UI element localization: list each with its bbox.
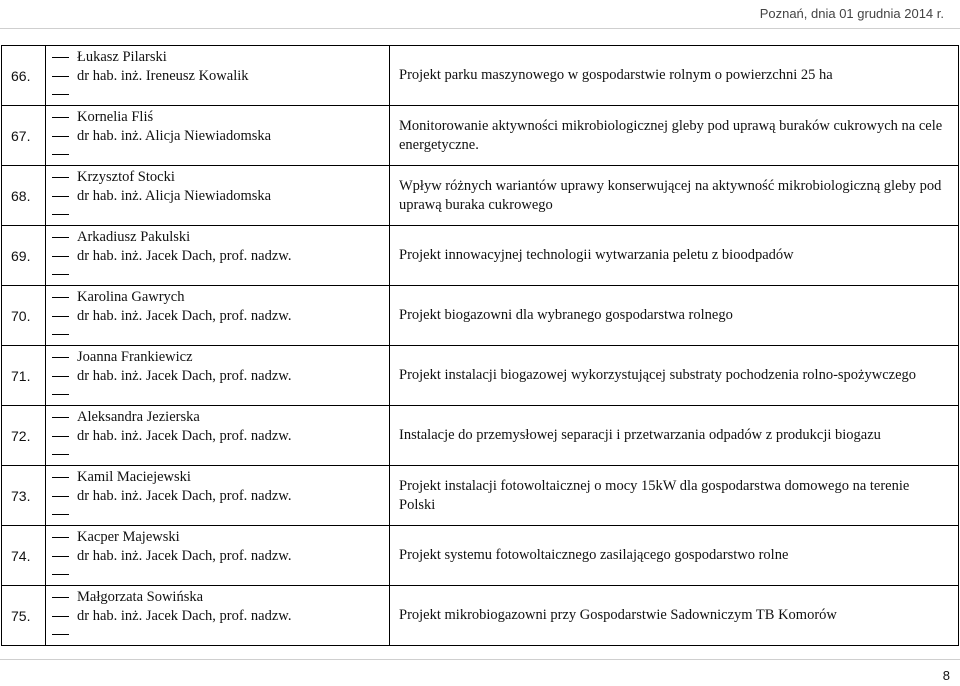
row-number: 68. [2, 166, 46, 226]
empty-bullet-line [52, 386, 383, 403]
supervisor-name: dr hab. inż. Alicja Niewiadomska [77, 187, 272, 204]
empty-bullet-line [52, 146, 383, 163]
header-date: Poznań, dnia 01 grudnia 2014 r. [759, 6, 944, 21]
supervisor-line [52, 427, 383, 446]
student-line [52, 529, 383, 548]
supervisor-line [52, 247, 383, 266]
bullet-dash [52, 196, 69, 197]
table-row [2, 346, 959, 406]
thesis-title: Wpływ różnych wariantów uprawy konserwującej na aktywność mikrobiologiczną gleby pod uprawą buraka cukrowego [390, 166, 959, 226]
student-line [52, 109, 383, 128]
people-cell [46, 106, 390, 166]
supervisor-line [52, 307, 383, 326]
row-number: 74. [2, 526, 46, 586]
supervisor-name: dr hab. inż. Jacek Dach, prof. nadzw. [77, 487, 292, 504]
supervisor-line [52, 547, 383, 566]
bullet-dash [52, 274, 69, 275]
row-number: 71. [2, 346, 46, 406]
bullet-dash [52, 556, 69, 557]
student-line [52, 349, 383, 368]
bullet-dash [52, 214, 69, 215]
bullet-dash [52, 177, 69, 178]
bullet-dash [52, 616, 69, 617]
student-name: Karolina Gawrych [77, 289, 185, 306]
table-row [2, 286, 959, 346]
thesis-title: Projekt instalacji fotowoltaicznej o mocy 15kW dla gospodarstwa domowego na terenie Polski [390, 466, 959, 526]
bullet-dash [52, 136, 69, 137]
table-row [2, 406, 959, 466]
bullet-dash [52, 334, 69, 335]
bullet-dash [52, 76, 69, 77]
bullet-dash [52, 454, 69, 455]
student-line [52, 229, 383, 248]
empty-bullet-line [52, 86, 383, 103]
student-name: Krzysztof Stocki [77, 169, 175, 186]
empty-bullet-line [52, 206, 383, 223]
bullet-dash [52, 117, 69, 118]
student-name: Łukasz Pilarski [77, 49, 167, 66]
table-row [2, 166, 959, 226]
bullet-dash [52, 394, 69, 395]
bullet-dash [52, 514, 69, 515]
table-row [2, 226, 959, 286]
thesis-title: Projekt mikrobiogazowni przy Gospodarstwie Sadowniczym TB Komorów [390, 586, 959, 646]
people-cell [46, 166, 390, 226]
supervisor-line [52, 67, 383, 86]
student-name: Kornelia Fliś [77, 109, 154, 126]
supervisor-line [52, 607, 383, 626]
bullet-dash [52, 417, 69, 418]
empty-bullet-line [52, 506, 383, 523]
footer-divider [0, 659, 960, 660]
empty-bullet-line [52, 446, 383, 463]
supervisor-line [52, 187, 383, 206]
bullet-dash [52, 57, 69, 58]
bullet-dash [52, 94, 69, 95]
student-line [52, 469, 383, 488]
header-divider [0, 28, 960, 29]
bullet-dash [52, 376, 69, 377]
student-name: Aleksandra Jezierska [77, 409, 200, 426]
bullet-dash [52, 237, 69, 238]
people-cell [46, 586, 390, 646]
page-number: 8 [942, 668, 950, 683]
thesis-title: Projekt parku maszynowego w gospodarstwie rolnym o powierzchni 25 ha [390, 46, 959, 106]
thesis-title: Projekt systemu fotowoltaicznego zasilającego gospodarstwo rolne [390, 526, 959, 586]
people-cell [46, 406, 390, 466]
bullet-dash [52, 574, 69, 575]
empty-bullet-line [52, 626, 383, 643]
thesis-title: Projekt innowacyjnej technologii wytwarzania peletu z bioodpadów [390, 226, 959, 286]
bullet-dash [52, 597, 69, 598]
student-name: Joanna Frankiewicz [77, 349, 193, 366]
table-row [2, 466, 959, 526]
supervisor-name: dr hab. inż. Jacek Dach, prof. nadzw. [77, 427, 292, 444]
people-cell [46, 286, 390, 346]
thesis-title: Projekt instalacji biogazowej wykorzystującej substraty pochodzenia rolno-spożywczego [390, 346, 959, 406]
student-line [52, 409, 383, 428]
row-number: 72. [2, 406, 46, 466]
thesis-title: Monitorowanie aktywności mikrobiologicznej gleby pod uprawą buraków cukrowych na cele energetyczne. [390, 106, 959, 166]
people-cell [46, 526, 390, 586]
supervisor-name: dr hab. inż. Alicja Niewiadomska [77, 127, 272, 144]
people-cell [46, 346, 390, 406]
student-line [52, 289, 383, 308]
thesis-title: Instalacje do przemysłowej separacji i przetwarzania odpadów z produkcji biogazu [390, 406, 959, 466]
bullet-dash [52, 316, 69, 317]
student-name: Arkadiusz Pakulski [77, 229, 191, 246]
row-number: 75. [2, 586, 46, 646]
supervisor-name: dr hab. inż. Ireneusz Kowalik [77, 67, 249, 84]
supervisor-name: dr hab. inż. Jacek Dach, prof. nadzw. [77, 367, 292, 384]
supervisor-line [52, 127, 383, 146]
table-row [2, 586, 959, 646]
student-line [52, 169, 383, 188]
bullet-dash [52, 357, 69, 358]
bullet-dash [52, 477, 69, 478]
table-row [2, 526, 959, 586]
bullet-dash [52, 154, 69, 155]
table-row [2, 106, 959, 166]
supervisor-name: dr hab. inż. Jacek Dach, prof. nadzw. [77, 247, 292, 264]
student-line [52, 49, 383, 68]
student-name: Małgorzata Sowińska [77, 589, 204, 606]
bullet-dash [52, 256, 69, 257]
bullet-dash [52, 297, 69, 298]
row-number: 67. [2, 106, 46, 166]
thesis-table-body [2, 46, 959, 646]
supervisor-name: dr hab. inż. Jacek Dach, prof. nadzw. [77, 547, 292, 564]
supervisor-name: dr hab. inż. Jacek Dach, prof. nadzw. [77, 607, 292, 624]
student-name: Kacper Majewski [77, 529, 180, 546]
supervisor-line [52, 487, 383, 506]
people-cell [46, 46, 390, 106]
row-number: 73. [2, 466, 46, 526]
thesis-table [1, 45, 959, 646]
supervisor-line [52, 367, 383, 386]
thesis-title: Projekt biogazowni dla wybranego gospodarstwa rolnego [390, 286, 959, 346]
bullet-dash [52, 537, 69, 538]
row-number: 70. [2, 286, 46, 346]
student-name: Kamil Maciejewski [77, 469, 191, 486]
supervisor-name: dr hab. inż. Jacek Dach, prof. nadzw. [77, 307, 292, 324]
table-row [2, 46, 959, 106]
bullet-dash [52, 634, 69, 635]
empty-bullet-line [52, 326, 383, 343]
people-cell [46, 226, 390, 286]
bullet-dash [52, 496, 69, 497]
people-cell [46, 466, 390, 526]
empty-bullet-line [52, 566, 383, 583]
row-number: 66. [2, 46, 46, 106]
student-line [52, 589, 383, 608]
empty-bullet-line [52, 266, 383, 283]
row-number: 69. [2, 226, 46, 286]
bullet-dash [52, 436, 69, 437]
